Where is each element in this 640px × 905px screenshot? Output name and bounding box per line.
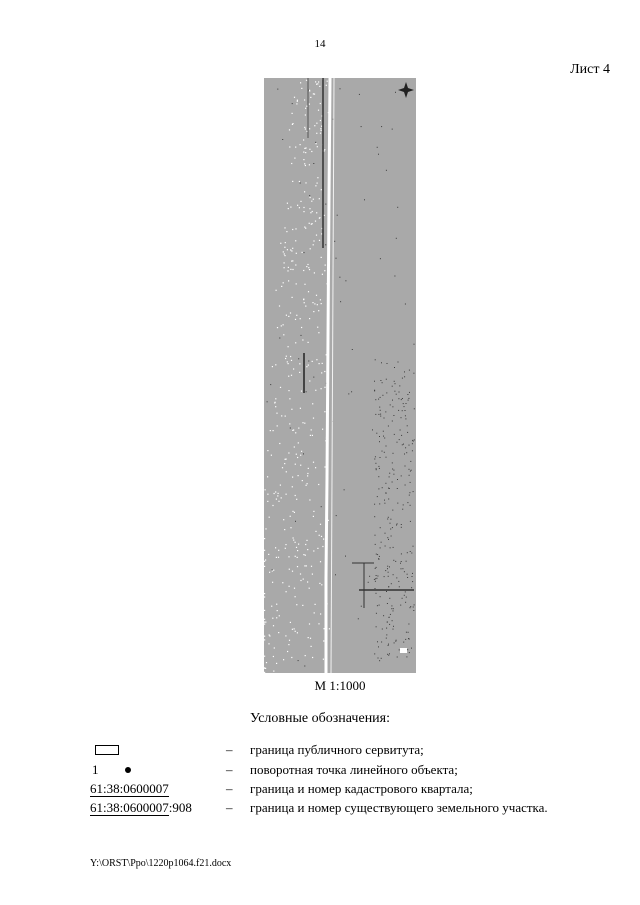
cadastral-quarter-number: 61:38:0600007: [90, 781, 169, 796]
servitude-boundary-icon: [95, 745, 119, 755]
map-scale: М 1:1000: [314, 678, 366, 693]
sheet-label: Лист 4: [570, 62, 610, 77]
legend-dash: –: [226, 800, 233, 815]
page-number: 14: [314, 38, 326, 50]
file-path: Y:\ORST\Ppo\1220p1064.f21.docx: [90, 858, 232, 869]
legend-symbol: [90, 741, 119, 759]
legend-dash: –: [226, 762, 233, 777]
legend-item-servitude: [0, 741, 640, 759]
legend-dash: –: [226, 781, 233, 796]
legend-description: граница и номер кадастрового квартала;: [250, 781, 473, 796]
legend-symbol: [90, 780, 169, 798]
legend-item-land-plot: [0, 799, 640, 817]
point-number: 1: [92, 762, 99, 777]
legend-item-cadastral-quarter: [0, 780, 640, 798]
legend-symbol: [90, 799, 192, 817]
map-texture: [264, 78, 416, 673]
legend-symbol: [90, 761, 99, 779]
legend-description: граница и номер существующего земельного участка.: [250, 800, 548, 815]
land-plot-quarter: 61:38:0600007: [90, 800, 169, 815]
point-dot-icon: [125, 767, 131, 773]
legend-title: Условные обозначения:: [249, 711, 391, 726]
map-image: [264, 78, 416, 673]
legend-description: граница публичного сервитута;: [250, 742, 424, 757]
legend-dash: –: [226, 742, 233, 757]
land-plot-suffix: :908: [168, 800, 192, 815]
legend-description: поворотная точка линейного объекта;: [250, 762, 458, 777]
legend-item-turning-point: [0, 761, 640, 779]
